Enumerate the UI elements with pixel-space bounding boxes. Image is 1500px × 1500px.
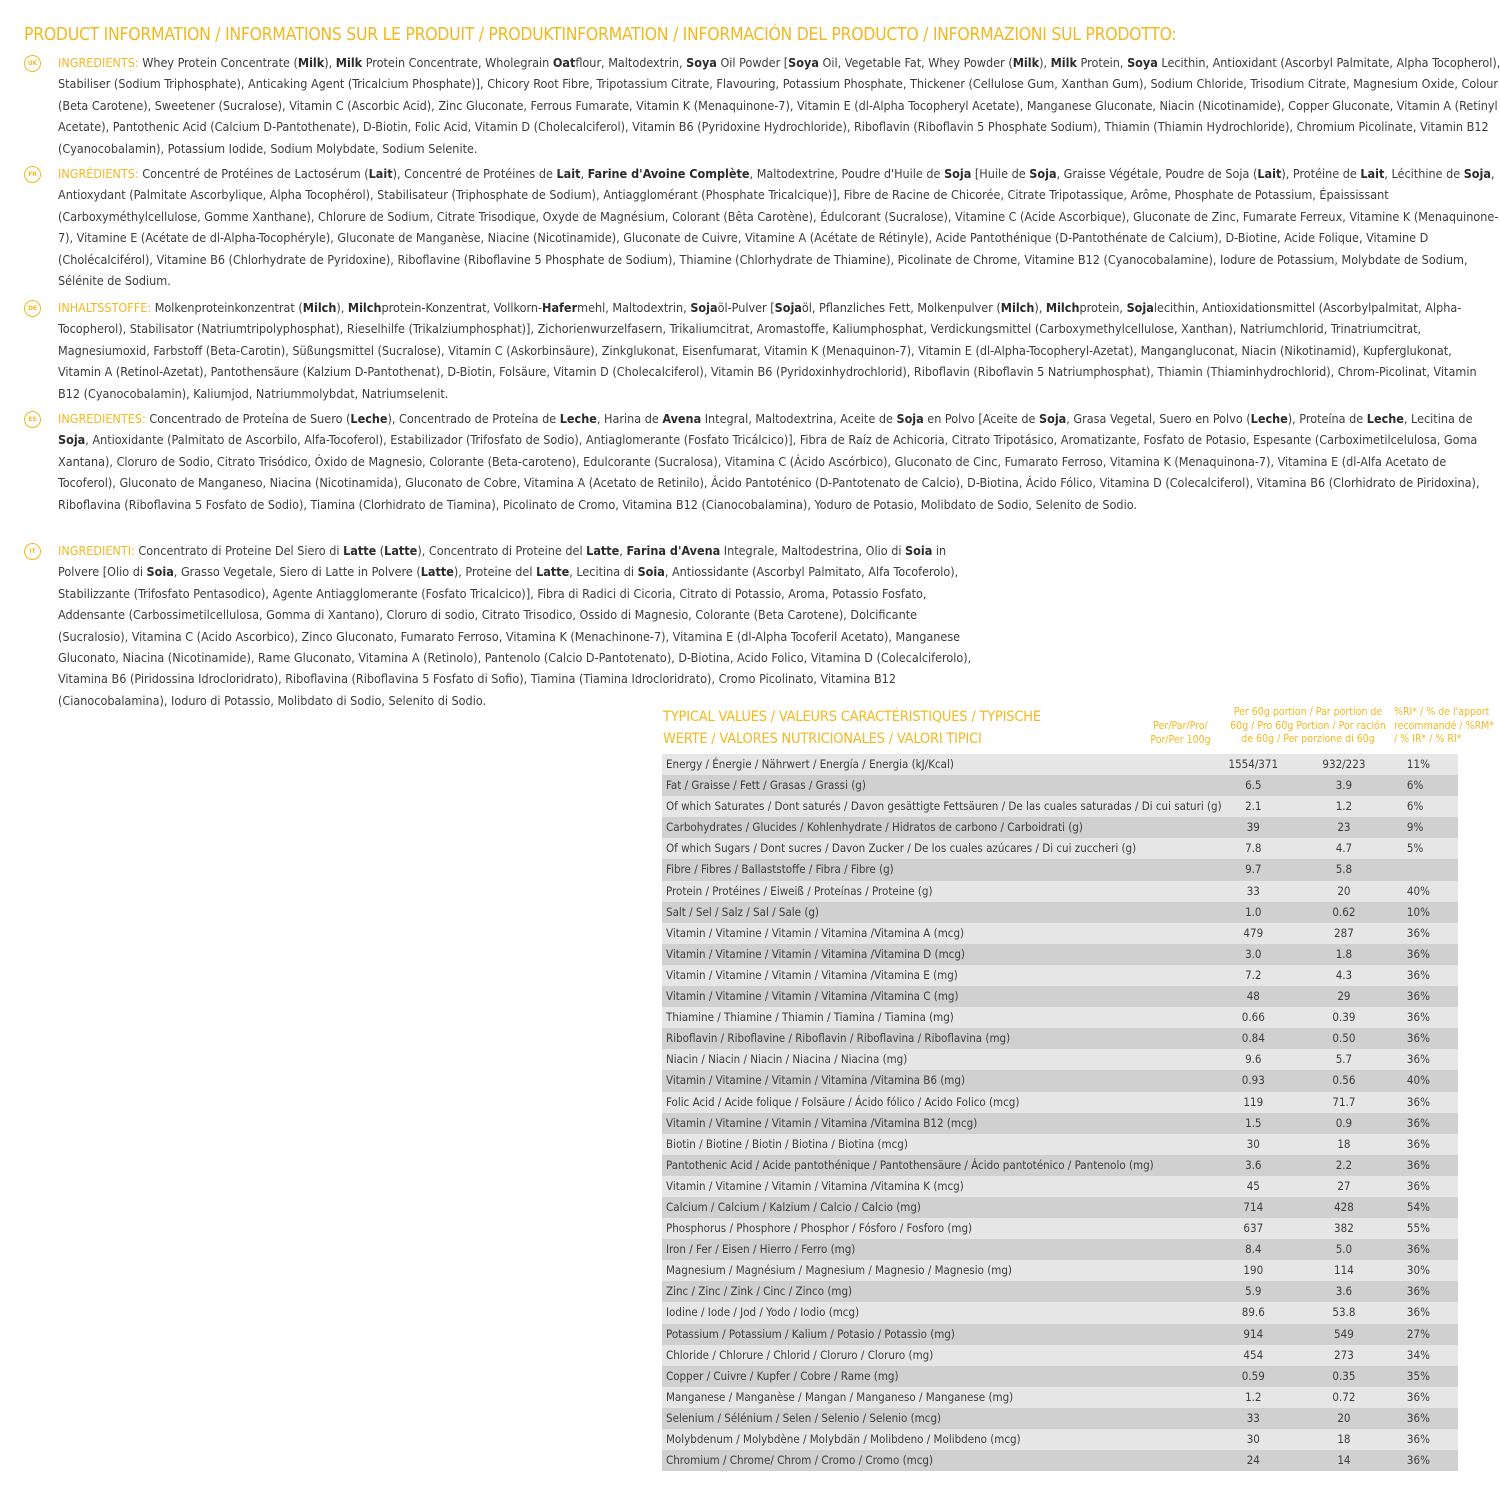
value-ri: 6%	[1403, 796, 1458, 817]
allergen: Farina d'Avena	[626, 543, 721, 558]
value-per-100g: 7.8	[1222, 838, 1285, 859]
table-row	[662, 923, 1458, 944]
table-row	[662, 1007, 1458, 1028]
value-ri: 55%	[1403, 1218, 1458, 1239]
nutrient-name: Energy / Énergie / Nährwert / Energía / Energia (kJ/Kcal)	[662, 754, 1222, 775]
column-header-per-portion: Per 60g portion / Par portion de 60g / Pro 60g Portion / Por ración de 60g / Per porzione di 60g	[1230, 706, 1386, 745]
allergen: Leche	[559, 411, 597, 426]
allergen: Leche	[1366, 411, 1404, 426]
value-per-portion: 0.9	[1285, 1113, 1403, 1134]
ingredient-text: (	[376, 543, 385, 558]
value-per-100g: 1.2	[1222, 1387, 1285, 1408]
value-per-portion: 71.7	[1285, 1092, 1403, 1113]
value-ri: 36%	[1403, 1408, 1458, 1429]
value-per-100g: 9.6	[1222, 1049, 1285, 1070]
allergen: Latte	[420, 564, 454, 580]
value-per-portion: 428	[1285, 1197, 1403, 1218]
ingredient-text: Concentrado de Proteína de Suero (	[145, 411, 351, 426]
nutrient-name: Thiamine / Thiamine / Thiamin / Tiamina / Tiamina (mg)	[662, 1007, 1222, 1028]
table-row	[662, 1134, 1458, 1155]
value-ri: 36%	[1403, 1281, 1458, 1302]
value-per-100g: 0.93	[1222, 1070, 1285, 1091]
value-ri: 36%	[1403, 1302, 1458, 1323]
value-per-portion: 5.8	[1285, 859, 1403, 880]
nutrient-name: Calcium / Calcium / Kalzium / Calcio / Calcio (mg)	[662, 1197, 1222, 1218]
value-per-portion: 382	[1285, 1218, 1403, 1239]
allergen: Soja	[1463, 166, 1491, 181]
ingredient-text: , Antioxydant (Palmitate Ascorbylique, Alpha Tocophérol), Stabilisateur (Triphosphate de Sodium), Antiagglomérant (Phosphate Tricalcique)], Fibre de Racine de Chicorée, Citrate Tripotassique, Arôme, Phosphate de Potassium, Épaississant (Carboxyméthylcellulose, Gomme Xanthane), Chlorure de Sodium, Citrate Trisodique, Oxyde de Magnésium, Colorant (Bêta Carotène), Édulcorant (Sucralose), Vitamine C (Acide Ascorbique), Gluconate de Zinc, Fumarate Ferreux, Vitamine K (Menaquinone-7), Vitamine E (Acétate de dl-Alpha-Tocophéryle), Gluconate de Manganèse, Niacine (Nicotinamide), Gluconate de Cuivre, Vitamine A (Acétate de Rétinyle), Acide Pantothénique (D-Pantothénate de Calcium), D-Biotine, Acide Folique, Vitamine D (Cholécalciférol), Vitamine B6 (Chlorhydrate de Pyridoxine), Riboflavine (Riboflavine 5 Phosphate de Sodium), Thiamine (Chlorhydrate de Thiamine), Picolinate de Chrome, Vitamine B12 (Cyanocobalamine), Iodure de Potassium, Molybdate de Sodium, Sélénite de Sodium.	[58, 166, 1499, 289]
allergen: Soja	[944, 166, 972, 181]
it-flag-icon: IT	[24, 543, 41, 560]
table-row	[662, 796, 1458, 817]
ingredient-text: Integrale, Maltodestrina, Olio di	[720, 543, 906, 558]
ingredients-text	[58, 543, 971, 708]
allergen: Milk	[1050, 55, 1077, 70]
table-row	[662, 1070, 1458, 1091]
value-per-portion: 0.72	[1285, 1387, 1403, 1408]
value-per-100g: 637	[1222, 1218, 1285, 1239]
table-row	[662, 838, 1458, 859]
ingredient-text: , Graisse Végétale, Poudre de Soja (	[1056, 166, 1258, 181]
value-per-portion: 549	[1285, 1324, 1403, 1345]
nutrient-name: Vitamin / Vitamine / Vitamin / Vitamina /Vitamina D (mcg)	[662, 944, 1222, 965]
allergen: Latte	[586, 543, 620, 558]
value-per-portion: 20	[1285, 1408, 1403, 1429]
fr-flag-icon: FR	[24, 166, 41, 183]
value-per-100g: 9.7	[1222, 859, 1285, 880]
allergen: Lait	[368, 166, 393, 181]
value-per-portion: 273	[1285, 1345, 1403, 1366]
value-per-portion: 18	[1285, 1429, 1403, 1450]
value-ri: 36%	[1403, 1007, 1458, 1028]
value-per-100g: 914	[1222, 1324, 1285, 1345]
nutrient-name: Iodine / Iode / Jod / Yodo / Iodio (mcg)	[662, 1302, 1222, 1323]
allergen: Soja	[690, 300, 718, 315]
value-per-100g: 24	[1222, 1450, 1285, 1471]
value-ri: 5%	[1403, 838, 1458, 859]
allergen: Soja	[1126, 300, 1154, 315]
ingredients-label: INGRÉDIENTS:	[58, 166, 139, 181]
value-ri: 36%	[1403, 1092, 1458, 1113]
value-per-100g: 0.59	[1222, 1366, 1285, 1387]
value-ri: 40%	[1403, 1070, 1458, 1091]
value-per-100g: 33	[1222, 881, 1285, 902]
value-per-100g: 479	[1222, 923, 1285, 944]
ingredient-text: ), Proteína de	[1287, 411, 1367, 426]
ingredient-text: , Antiossidante (Ascorbyl Palmitato, Alfa Tocoferolo), Stabilizzante (Trifosfato Pentasodico), Agente Antiagglomerante (Fosfato Tricalcico)], Fibra di Radici di Cicoria, Citrato di Potassio, Aroma, Potassio Fosfato, Addensante (Carbossimetilcellulosa, Gomma di Xantano), Cloruro di sodio, Citrato Trisodico, Ossido di Magnesio, Colorante (Beta Carotene), Dolcificante (Sucralosio), Vitamina C (Acido Ascorbico), Zinco Gluconato, Fumarato Ferroso, Vitamina K (Menachinone-7), Vitamina E (dl-Alpha Tocoferil Acetato), Manganese Gluconato, Niacina (Nicotinamide), Rame Gluconato, Vitamina A (Retinolo), Pantenolo (Calcio D-Pantotenato), D-Biotina, Acido Folico, Vitamina D (Colecalciferolo), Vitamina B6 (Piridossina Idrocloridrato), Riboflavina (Riboflavina 5 Fosfato di Sofio), Tiamina (Tiamina Idrocloridrato), Cromo Picolinato, Vitamina B12 (Cianocobalamina), Ioduro di Potassio, Molibdato di Sodio, Selenito di Sodio.	[58, 564, 972, 708]
value-per-portion: 0.39	[1285, 1007, 1403, 1028]
value-ri: 35%	[1403, 1366, 1458, 1387]
value-per-portion: 0.62	[1285, 902, 1403, 923]
ingredient-text: öl, Pflanzliches Fett, Molkenpulver (	[801, 300, 1001, 315]
value-ri: 36%	[1403, 986, 1458, 1007]
value-ri: 36%	[1403, 1387, 1458, 1408]
allergen: Leche	[350, 411, 388, 426]
value-per-100g: 89.6	[1222, 1302, 1285, 1323]
table-row	[662, 986, 1458, 1007]
value-per-100g: 3.6	[1222, 1155, 1285, 1176]
value-per-portion: 0.56	[1285, 1070, 1403, 1091]
table-row	[662, 754, 1458, 775]
value-per-portion: 0.35	[1285, 1366, 1403, 1387]
ingredients-uk	[24, 52, 1500, 159]
de-flag-icon: DE	[24, 300, 41, 317]
ingredients-text	[58, 411, 1480, 512]
ingredient-text: ), Protéine de	[1281, 166, 1361, 181]
value-per-100g: 33	[1222, 1408, 1285, 1429]
allergen: Soja	[896, 411, 924, 426]
nutrient-name: Manganese / Manganèse / Mangan / Manganeso / Manganese (mg)	[662, 1387, 1222, 1408]
ingredient-text: ,	[580, 166, 588, 181]
value-ri: 36%	[1403, 1028, 1458, 1049]
allergen: Lait	[1360, 166, 1385, 181]
value-per-portion: 287	[1285, 923, 1403, 944]
ingredients-de	[24, 297, 1488, 404]
nutrient-name: Vitamin / Vitamine / Vitamin / Vitamina /Vitamina B12 (mcg)	[662, 1113, 1222, 1134]
allergen: Soya	[686, 55, 717, 70]
nutrient-name: Biotin / Biotine / Biotin / Biotina / Biotina (mcg)	[662, 1134, 1222, 1155]
ingredient-text: Lecithin, Antioxidant (Ascorbyl Palmitate, Alpha Tocopherol), Stabiliser (Sodium Triphosphate), Anticaking Agent (Tricalcium Phosphate)], Chicory Root Fibre, Tripotassium Citrate, Flavouring, Potassium Phosphate, Thickener (Cellulose Gum, Xanthan Gum), Sodium Chloride, Trisodium Citrate, Magnesium Oxide, Colour (Beta Carotene), Sweetener (Sucralose), Vitamin C (Ascorbic Acid), Zinc Gluconate, Ferrous Fumarate, Vitamin K (Menaquinone-7), Vitamin E (dl-Alpha Tocopheryl Acetate), Manganese Gluconate, Niacin (Nicotinamide), Copper Gluconate, Vitamin A (Retinyl Acetate), Pantothenic Acid (Calcium D-Pantothenate), D-Biotin, Folic Acid, Vitamin D (Cholecalciferol), Vitamin B6 (Pyridoxine Hydrochloride), Riboflavin (Riboflavin 5 Phosphate Sodium), Thiamin (Thiamin Hydrochloride), Chromium Picolinate, Vitamin B12 (Cyanocobalamin), Potassium Iodide, Sodium Molybdate, Sodium Selenite.	[58, 55, 1500, 156]
ingredient-text: , Grasa Vegetal, Suero en Polvo (	[1066, 411, 1251, 426]
value-per-100g: 5.9	[1222, 1281, 1285, 1302]
nutrition-table-title: TYPICAL VALUES / VALEURS CARACTÉRISTIQUES / TYPISCHE WERTE / VALORES NUTRICIONALES / VALORI TIPICI	[663, 709, 1041, 747]
value-per-100g: 39	[1222, 817, 1285, 838]
allergen: Milch	[302, 300, 337, 315]
table-row	[662, 859, 1458, 880]
ingredient-text: en Polvo [Aceite de	[923, 411, 1039, 426]
allergen: Leche	[1250, 411, 1288, 426]
ingredients-es	[24, 408, 1500, 515]
value-per-100g: 119	[1222, 1092, 1285, 1113]
value-ri: 36%	[1403, 1429, 1458, 1450]
nutrient-name: Riboflavin / Riboflavine / Riboflavin / Riboflavina / Riboflavina (mg)	[662, 1028, 1222, 1049]
nutrient-name: Molybdenum / Molybdène / Molybdän / Molibdeno / Molibdeno (mcg)	[662, 1429, 1222, 1450]
value-ri: 40%	[1403, 881, 1458, 902]
nutrient-name: Of which Saturates / Dont saturés / Davon gesättigte Fettsäuren / De las cuales saturadas / Di cui saturi (g)	[662, 796, 1222, 817]
ingredient-text: ), Proteine del	[453, 564, 537, 580]
nutrient-name: Protein / Protéines / Eiweiß / Proteínas / Proteine (g)	[662, 881, 1222, 902]
ingredient-text: ),	[1039, 55, 1051, 70]
value-per-100g: 8.4	[1222, 1239, 1285, 1260]
ingredients-it	[24, 540, 978, 711]
table-row	[662, 1218, 1458, 1239]
value-per-100g: 45	[1222, 1176, 1285, 1197]
nutrient-name: Copper / Cuivre / Kupfer / Cobre / Rame (mg)	[662, 1366, 1222, 1387]
nutrient-name: Chloride / Chlorure / Chlorid / Cloruro / Cloruro (mg)	[662, 1345, 1222, 1366]
ingredients-label: INHALTSSTOFFE:	[58, 300, 152, 315]
value-per-portion: 1.2	[1285, 796, 1403, 817]
allergen: Soya	[1127, 55, 1158, 70]
value-per-100g: 7.2	[1222, 965, 1285, 986]
nutrient-name: Of which Sugars / Dont sucres / Davon Zucker / De los cuales azúcares / Di cui zuccheri (g)	[662, 838, 1222, 859]
value-per-portion: 27	[1285, 1176, 1403, 1197]
value-per-100g: 6.5	[1222, 775, 1285, 796]
value-ri: 54%	[1403, 1197, 1458, 1218]
ingredient-text: öl-Pulver [	[717, 300, 775, 315]
allergen: Soya	[788, 55, 819, 70]
table-row	[662, 1366, 1458, 1387]
allergen: Lait	[1257, 166, 1282, 181]
nutrient-name: Vitamin / Vitamine / Vitamin / Vitamina /Vitamina K (mcg)	[662, 1176, 1222, 1197]
ingredient-text: Concentrato di Proteine Del Siero di	[134, 543, 344, 558]
ingredient-text: ,	[619, 543, 627, 558]
ingredient-text: ), Concentrado de Proteína de	[387, 411, 560, 426]
value-ri: 36%	[1403, 1450, 1458, 1471]
nutrient-name: Fat / Graisse / Fett / Grasas / Grassi (g)	[662, 775, 1222, 796]
value-ri: 36%	[1403, 1113, 1458, 1134]
ingredient-text: Concentré de Protéines de Lactosérum (	[138, 166, 369, 181]
ingredient-text: Protein,	[1076, 55, 1128, 70]
nutrient-name: Carbohydrates / Glucides / Kohlenhydrate / Hidratos de carbono / Carboidrati (g)	[662, 817, 1222, 838]
ingredient-text: , Lecitina de	[1403, 411, 1473, 426]
value-per-100g: 190	[1222, 1260, 1285, 1281]
nutrient-name: Vitamin / Vitamine / Vitamin / Vitamina /Vitamina E (mg)	[662, 965, 1222, 986]
value-per-portion: 3.9	[1285, 775, 1403, 796]
ingredient-text: , Antioxidante (Palmitato de Ascorbilo, Alfa-Tocoferol), Estabilizador (Trifosfato de Sodio), Antiaglomerante (Fosfato Tricálcico)], Fibra de Raíz de Achicoria, Citrato Tripotásico, Aromatizante, Fosfato de Potasio, Espesante (Carboximetilcelulosa, Goma Xantana), Cloruro de Sodio, Citrato Trisódico, Óxido de Magnesio, Colorante (Beta-caroteno), Edulcorante (Sucralosa), Vitamina C (Ácido Ascórbico), Gluconato de Cinc, Fumarato Ferroso, Vitamina K (Menaquinona-7), Vitamina E (dl-Alfa Acetato de Tocoferol), Gluconato de Manganeso, Niacina (Nicotinamida), Gluconato de Cobre, Vitamina A (Acetato de Retinilo), Ácido Pantoténico (D-Pantotenato de Calcio), D-Biotina, Ácido Fólico, Vitamina D (Colecalciferol), Vitamina B6 (Clorhidrato de Piridoxina), Riboflavina (Riboflavina 5 Fosfato de Sodio), Tiamina (Clorhidrato de Tiamina), Picolinato de Cromo, Vitamina B12 (Cianocobalamina), Yoduro de Potasio, Molibdato de Sodio, Selenito de Sodio.	[58, 432, 1480, 512]
ingredient-text: mehl, Maltodextrin,	[577, 300, 691, 315]
value-per-portion: 23	[1285, 817, 1403, 838]
nutrient-name: Vitamin / Vitamine / Vitamin / Vitamina /Vitamina B6 (mg)	[662, 1070, 1222, 1091]
value-ri: 36%	[1403, 1239, 1458, 1260]
table-row	[662, 1155, 1458, 1176]
nutrient-name: Pantothenic Acid / Acide pantothénique / Pantothensäure / Ácido pantoténico / Pantenolo (mg)	[662, 1155, 1222, 1176]
nutrient-name: Potassium / Potassium / Kalium / Potasio / Potassio (mg)	[662, 1324, 1222, 1345]
table-row	[662, 1049, 1458, 1070]
value-per-portion: 4.7	[1285, 838, 1403, 859]
ingredients-text	[58, 300, 1477, 401]
nutrient-name: Magnesium / Magnésium / Magnesium / Magnesio / Magnesio (mg)	[662, 1260, 1222, 1281]
column-header-ri: %RI* / % de l'apport recommandé / %RM* / % IR* / % RI*	[1394, 706, 1495, 745]
value-per-100g: 1554/371	[1222, 754, 1285, 775]
value-ri: 11%	[1403, 754, 1458, 775]
value-ri: 9%	[1403, 817, 1458, 838]
value-per-100g: 454	[1222, 1345, 1285, 1366]
ingredient-text: , Lecitina di	[569, 564, 638, 580]
value-per-portion: 29	[1285, 986, 1403, 1007]
value-ri	[1403, 859, 1458, 880]
document-title: PRODUCT INFORMATION / INFORMATIONS SUR LE PRODUIT / PRODUKTINFORMATION / INFORMACIÓN DEL PRODUCTO / INFORMAZIONI SUL PRODOTTO:	[24, 25, 1177, 45]
value-per-portion: 1.8	[1285, 944, 1403, 965]
ingredient-text: Oil Powder [	[716, 55, 789, 70]
ingredients-text	[58, 166, 1498, 288]
allergen: Milch	[1000, 300, 1035, 315]
nutrient-name: Salt / Sel / Salz / Sal / Sale (g)	[662, 902, 1222, 923]
nutrition-table	[662, 754, 1458, 1471]
allergen: Farine d'Avoine Complète	[587, 166, 750, 181]
ingredient-text: protein-Konzentrat, Vollkorn-	[381, 300, 543, 315]
ingredient-text: ),	[324, 55, 336, 70]
table-row	[662, 1302, 1458, 1323]
ingredient-text: Molkenproteinkonzentrat (	[151, 300, 303, 315]
value-per-portion: 932/223	[1285, 754, 1403, 775]
allergen: Latte	[384, 543, 418, 558]
uk-flag-icon: UK	[24, 55, 41, 72]
value-per-portion: 14	[1285, 1450, 1403, 1471]
nutrient-name: Phosphorus / Phosphore / Phosphor / Fósforo / Fosforo (mg)	[662, 1218, 1222, 1239]
ingredient-text: ),	[1034, 300, 1046, 315]
ingredient-text: , Maltodextrine, Poudre d'Huile de	[749, 166, 945, 181]
ingredient-text: protein,	[1079, 300, 1127, 315]
value-per-portion: 18	[1285, 1134, 1403, 1155]
es-flag-icon: ES	[24, 411, 41, 428]
allergen: Lait	[556, 166, 581, 181]
table-row	[662, 965, 1458, 986]
ingredient-text: Oil, Vegetable Fat, Whey Powder (	[818, 55, 1013, 70]
table-row	[662, 1429, 1458, 1450]
allergen: Soja	[1039, 411, 1067, 426]
ingredient-text: in Polvere [Olio di	[58, 543, 947, 580]
nutrient-name: Iron / Fer / Eisen / Hierro / Ferro (mg)	[662, 1239, 1222, 1260]
value-ri: 10%	[1403, 902, 1458, 923]
ingredient-text: , Grasso Vegetale, Siero di Latte in Polvere (	[173, 564, 421, 580]
nutrient-name: Selenium / Sélénium / Selen / Selenio / Selenio (mcg)	[662, 1408, 1222, 1429]
table-row	[662, 1450, 1458, 1471]
value-per-100g: 0.66	[1222, 1007, 1285, 1028]
ingredient-text: Whey Protein Concentrate (	[138, 55, 298, 70]
allergen: Milch	[347, 300, 382, 315]
table-row	[662, 902, 1458, 923]
ingredient-text: Integral, Maltodextrina, Aceite de	[701, 411, 897, 426]
ingredients-label: INGREDIENTI:	[58, 543, 135, 558]
table-row	[662, 1113, 1458, 1134]
ingredient-text: [Huile de	[971, 166, 1030, 181]
allergen: Soja	[1029, 166, 1057, 181]
table-row	[662, 775, 1458, 796]
value-ri: 36%	[1403, 1049, 1458, 1070]
ingredient-text: lecithin, Antioxidationsmittel (Ascorbylpalmitat, Alpha-Tocopherol), Stabilisator (Natriumtripolyphosphat), Rieselhilfe (Trikalziumphosphat)], Zichorienwurzelfasern, Trikaliumcitrat, Aromastoffe, Kaliumphosphat, Verdickungsmittel (Carboxymethylcellulose, Xanthan), Natriumchlorid, Trinatriumcitrat, Magnesiumoxid, Farbstoff (Beta-Carotin), Süßungsmittel (Sucralose), Vitamin C (Askorbinsäure), Zinkglukonat, Eisenfumarat, Vitamin K (Menaquinon-7), Vitamin E (dl-Alpha-Tocopheryl-Azetat), Mangangluconat, Niacin (Nikotinamid), Kupferglukonat, Vitamin A (Retinol-Azetat), Pantothensäure (Kalzium D-Pantothenat), D-Biotin, Folsäure, Vitamin D (Cholecalciferol), Vitamin B6 (Pyridoxinhydrochlorid), Riboflavin (Riboflavin 5 Natriumphosphat), Thiamin (Thiaminhydrochlorid), Chrom-Picolinat, Vitamin B12 (Cyanocobalamin), Kaliumjod, Natriummolybdat, Natriumselenit.	[58, 300, 1477, 401]
value-ri: 36%	[1403, 1134, 1458, 1155]
allergen: Milk	[1012, 55, 1040, 70]
nutrient-name: Niacin / Niacin / Niacin / Niacina / Niacina (mg)	[662, 1049, 1222, 1070]
allergen: Soja	[774, 300, 802, 315]
allergen: Latte	[536, 564, 570, 580]
value-ri: 34%	[1403, 1345, 1458, 1366]
ingredients-fr	[24, 163, 1500, 291]
table-row	[662, 1092, 1458, 1113]
value-per-portion: 5.7	[1285, 1049, 1403, 1070]
value-per-portion: 2.2	[1285, 1155, 1403, 1176]
allergen: Soia	[146, 564, 174, 580]
table-row	[662, 1176, 1458, 1197]
ingredients-label: INGREDIENTS:	[58, 55, 139, 70]
table-row	[662, 1345, 1458, 1366]
ingredients-label: INGREDIENTES:	[58, 411, 146, 426]
nutrient-name: Vitamin / Vitamine / Vitamin / Vitamina /Vitamina C (mg)	[662, 986, 1222, 1007]
allergen: Milk	[335, 55, 363, 70]
value-per-100g: 3.0	[1222, 944, 1285, 965]
allergen: Latte	[343, 543, 377, 558]
table-row	[662, 1260, 1458, 1281]
value-ri: 36%	[1403, 923, 1458, 944]
allergen: Soja	[58, 432, 86, 448]
value-ri: 6%	[1403, 775, 1458, 796]
ingredient-text: ),	[336, 300, 348, 315]
value-per-100g: 1.5	[1222, 1113, 1285, 1134]
table-row	[662, 1387, 1458, 1408]
allergen: Hafer	[542, 300, 578, 315]
table-row	[662, 1324, 1458, 1345]
nutrient-name: Vitamin / Vitamine / Vitamin / Vitamina /Vitamina A (mcg)	[662, 923, 1222, 944]
value-per-portion: 20	[1285, 881, 1403, 902]
value-per-100g: 30	[1222, 1429, 1285, 1450]
allergen: Milch	[1045, 300, 1080, 315]
value-per-100g: 2.1	[1222, 796, 1285, 817]
table-row	[662, 881, 1458, 902]
table-row	[662, 1028, 1458, 1049]
table-row	[662, 1281, 1458, 1302]
ingredient-text: flour, Maltodextrin,	[575, 55, 687, 70]
column-header-per-100g: Per/Par/Pro/ Por/Per 100g	[1150, 720, 1211, 746]
allergen: Soia	[637, 564, 665, 580]
allergen: Avena	[662, 411, 702, 426]
value-ri: 36%	[1403, 944, 1458, 965]
value-per-portion: 5.0	[1285, 1239, 1403, 1260]
value-per-portion: 114	[1285, 1260, 1403, 1281]
allergen: Oat	[552, 55, 576, 70]
nutrient-name: Zinc / Zinc / Zink / Cinc / Zinco (mg)	[662, 1281, 1222, 1302]
value-per-100g: 0.84	[1222, 1028, 1285, 1049]
nutrient-name: Fibre / Fibres / Ballaststoffe / Fibra / Fibre (g)	[662, 859, 1222, 880]
value-ri: 30%	[1403, 1260, 1458, 1281]
nutrient-name: Folic Acid / Acide folique / Folsäure / Ácido fólico / Acido Folico (mcg)	[662, 1092, 1222, 1113]
ingredient-text: Protein Concentrate, Wholegrain	[362, 55, 553, 70]
ingredient-text: ), Concentrato di Proteine del	[417, 543, 587, 558]
table-row	[662, 1239, 1458, 1260]
value-per-portion: 4.3	[1285, 965, 1403, 986]
value-per-100g: 30	[1222, 1134, 1285, 1155]
table-row	[662, 944, 1458, 965]
value-per-portion: 53.8	[1285, 1302, 1403, 1323]
value-per-100g: 48	[1222, 986, 1285, 1007]
ingredient-text: ), Concentré de Protéines de	[392, 166, 557, 181]
allergen: Milk	[297, 55, 325, 70]
value-ri: 27%	[1403, 1324, 1458, 1345]
table-row	[662, 817, 1458, 838]
nutrient-name: Chromium / Chrome/ Chrom / Cromo / Cromo (mcg)	[662, 1450, 1222, 1471]
ingredient-text: , Harina de	[596, 411, 663, 426]
value-per-100g: 714	[1222, 1197, 1285, 1218]
table-row	[662, 1197, 1458, 1218]
value-per-portion: 0.50	[1285, 1028, 1403, 1049]
value-per-100g: 1.0	[1222, 902, 1285, 923]
ingredient-text: , Lécithine de	[1384, 166, 1464, 181]
value-ri: 36%	[1403, 965, 1458, 986]
ingredients-text	[58, 55, 1500, 156]
value-per-portion: 3.6	[1285, 1281, 1403, 1302]
value-ri: 36%	[1403, 1176, 1458, 1197]
table-row	[662, 1408, 1458, 1429]
value-ri: 36%	[1403, 1155, 1458, 1176]
allergen: Soia	[905, 543, 933, 558]
